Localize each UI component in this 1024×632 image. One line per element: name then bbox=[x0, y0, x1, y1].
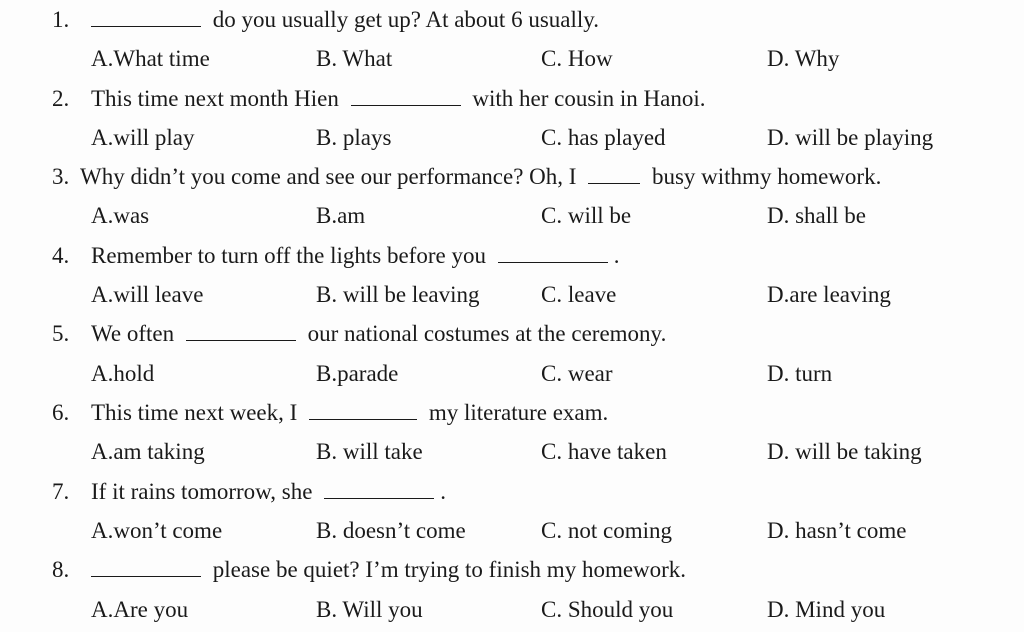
option-a: A.What time bbox=[91, 46, 210, 71]
question-number: 2. bbox=[52, 86, 70, 111]
question-text-before-blank: This time next week, I bbox=[91, 400, 298, 425]
question-text-after-blank: with her cousin in Hanoi. bbox=[472, 86, 706, 111]
question-text bbox=[91, 393, 608, 432]
question-number: 5. bbox=[52, 321, 70, 346]
option-b: B.parade bbox=[316, 361, 399, 386]
question-text-after-blank: my literature exam. bbox=[428, 400, 609, 425]
question-text-after-blank: please be quiet? I’m trying to finish my homework. bbox=[212, 557, 687, 582]
answer-blank bbox=[186, 320, 296, 341]
question-number: 8. bbox=[52, 557, 70, 582]
answer-blank bbox=[351, 85, 461, 106]
option-c: C. have taken bbox=[541, 439, 667, 464]
question-text-after-blank: . bbox=[613, 243, 620, 268]
question-text-after-blank: busy withmy homework. bbox=[651, 164, 882, 189]
option-a: A.was bbox=[91, 203, 150, 228]
option-a: A.will leave bbox=[91, 282, 204, 307]
options-3 bbox=[0, 196, 1024, 235]
option-d: D. shall be bbox=[767, 203, 867, 228]
question-text-before-blank: Why didn’t you come and see our performance? Oh, I bbox=[80, 164, 577, 189]
option-b: B. plays bbox=[316, 125, 392, 150]
question-text-before-blank: Remember to turn off the lights before you bbox=[91, 243, 486, 268]
option-b: B. will be leaving bbox=[316, 282, 480, 307]
option-d: D. will be taking bbox=[767, 439, 922, 464]
option-c: C. not coming bbox=[541, 518, 672, 543]
option-c: C. leave bbox=[541, 282, 617, 307]
question-text-before-blank: We often bbox=[91, 321, 175, 346]
options-7 bbox=[0, 511, 1024, 550]
option-d: D. hasn’t come bbox=[767, 518, 907, 543]
question-text bbox=[91, 314, 666, 353]
answer-blank bbox=[324, 478, 434, 499]
options-1 bbox=[0, 39, 1024, 78]
option-a: A.Are you bbox=[91, 597, 189, 622]
option-c: C. wear bbox=[541, 361, 613, 386]
options-5 bbox=[0, 354, 1024, 393]
question-7 bbox=[0, 472, 1024, 511]
question-5 bbox=[0, 314, 1024, 353]
answer-blank bbox=[588, 163, 640, 184]
option-c: C. will be bbox=[541, 203, 632, 228]
question-text bbox=[91, 236, 619, 275]
answer-blank bbox=[91, 6, 201, 27]
options-6 bbox=[0, 432, 1024, 471]
answer-blank bbox=[498, 242, 608, 263]
question-text bbox=[91, 472, 446, 511]
question-text bbox=[91, 0, 599, 39]
question-number: 4. bbox=[52, 243, 70, 268]
option-b: B.am bbox=[316, 203, 366, 228]
question-number: 3. bbox=[52, 164, 70, 189]
question-text bbox=[91, 79, 706, 118]
option-c: C. How bbox=[541, 46, 613, 71]
option-c: C. Should you bbox=[541, 597, 674, 622]
question-number: 6. bbox=[52, 400, 70, 425]
answer-blank bbox=[91, 556, 201, 577]
option-b: B. Will you bbox=[316, 597, 423, 622]
question-8 bbox=[0, 550, 1024, 589]
option-a: A.won’t come bbox=[91, 518, 223, 543]
answer-blank bbox=[309, 399, 417, 420]
question-6 bbox=[0, 393, 1024, 432]
question-4 bbox=[0, 236, 1024, 275]
option-b: B. doesn’t come bbox=[316, 518, 466, 543]
option-a: A.will play bbox=[91, 125, 195, 150]
question-3 bbox=[0, 157, 1024, 196]
question-text bbox=[91, 550, 686, 589]
option-d: D. turn bbox=[767, 361, 833, 386]
question-text bbox=[80, 157, 881, 196]
question-2 bbox=[0, 79, 1024, 118]
options-2 bbox=[0, 118, 1024, 157]
question-text-after-blank: do you usually get up? At about 6 usually. bbox=[212, 7, 600, 32]
question-text-after-blank: our national costumes at the ceremony. bbox=[307, 321, 667, 346]
question-text-after-blank: . bbox=[440, 479, 446, 504]
question-number: 7. bbox=[52, 479, 70, 504]
option-d: D.are leaving bbox=[767, 282, 891, 307]
question-number: 1. bbox=[52, 7, 70, 32]
option-a: A.hold bbox=[91, 361, 155, 386]
options-4 bbox=[0, 275, 1024, 314]
question-text-before-blank: If it rains tomorrow, she bbox=[91, 479, 313, 504]
option-d: D. Why bbox=[767, 46, 840, 71]
option-d: D. Mind you bbox=[767, 597, 886, 622]
option-c: C. has played bbox=[541, 125, 666, 150]
option-b: B. What bbox=[316, 46, 393, 71]
options-8 bbox=[0, 590, 1024, 629]
question-1 bbox=[0, 0, 1024, 39]
option-d: D. will be playing bbox=[767, 125, 934, 150]
question-text-before-blank: This time next month Hien bbox=[91, 86, 339, 111]
option-a: A.am taking bbox=[91, 439, 205, 464]
option-b: B. will take bbox=[316, 439, 423, 464]
